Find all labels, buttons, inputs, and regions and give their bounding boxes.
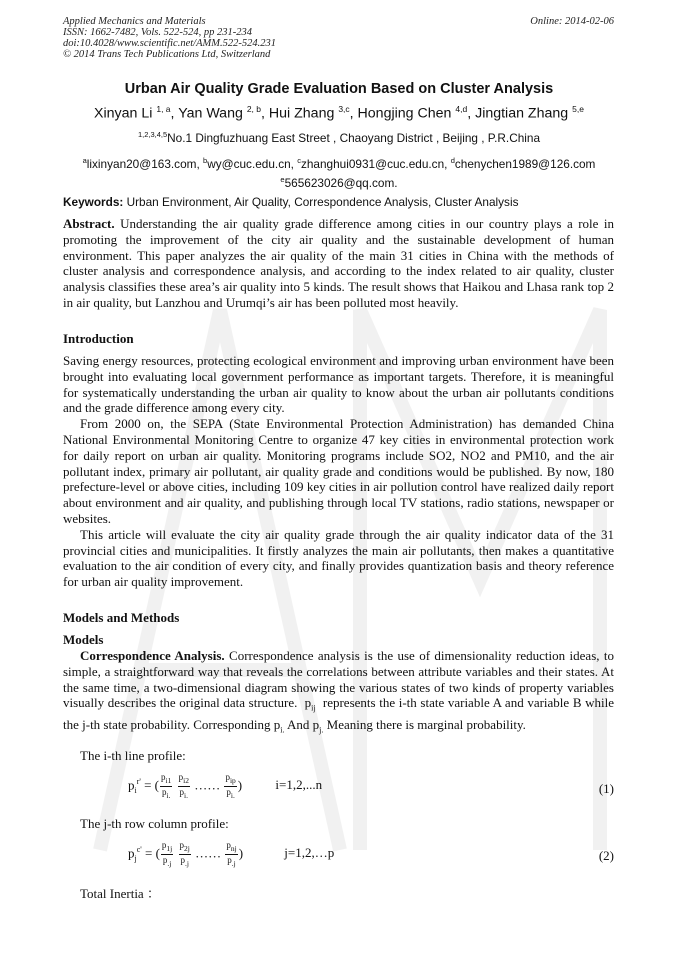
journal-header xyxy=(63,16,276,60)
email-link[interactable]: wy@cuc.edu.cn, xyxy=(207,156,294,171)
author-name: Hui Zhang xyxy=(268,105,335,122)
email-list: $^a$lixinyan20@163.com, $^b$wy@cuc.edu.cn, $^c$zhanghui0931@cuc.edu.cn, $^d$chenychen1989@126.com $^e$565623026@qq.com. xyxy=(82,156,596,190)
intro-paragraph-2: From 2000 on, the SEPA (State Environmental Protection Administration) has demanded China National Environmental Monitoring Centre to organize 47 key cities in environmental protection work for daily report on urban air quality. Monitoring programs include SO2, NO2 and PM10, and the air pollutant index, primary air pollutant, air quality grade and conditions would be published. By now, 180 prefecture-level or above cities, including 109 key cities in air pollution control have realized daily report about environment and air quality, and publishing through local TV stations, radio stations, newspaper or websites. xyxy=(63,416,614,526)
issn-line: ISSN: 1662-7482, Vols. 522-524, pp 231-234 xyxy=(63,27,252,38)
author-name: Xinyan Li xyxy=(94,105,153,122)
keywords xyxy=(63,195,518,209)
affiliation-sup: 1,2,3,4,5 xyxy=(137,130,168,139)
equation-2-number: (2) xyxy=(598,848,614,863)
affiliation xyxy=(0,130,678,145)
paper-title: Urban Air Quality Grade Evaluation Based on Cluster Analysis xyxy=(124,81,554,97)
author-sup: 1, a xyxy=(156,104,171,114)
affiliation-text: No.1 Dingfuzhuang East Street , Chaoyang District , Beijing , P.R.China xyxy=(167,130,541,145)
email-link[interactable]: zhanghui0931@cuc.edu.cn, xyxy=(300,156,448,171)
author-name: Yan Wang xyxy=(178,105,243,122)
online-date: Online: 2014-02-06 xyxy=(530,16,614,27)
introduction-body xyxy=(63,353,614,590)
ca-label: Correspondence Analysis. xyxy=(80,648,225,663)
column-profile-label: The j-th row column profile: xyxy=(80,816,229,831)
author-sup: 2, b xyxy=(246,104,261,114)
correspondence-analysis-paragraph: Correspondence Analysis. Correspondence analysis is the use of dimensionality reduction ideas, to simple, a straightforward way that reveals the correlations between attribute variables and their states. At the same time, a two-dimensional diagram showing the various states of two kinds of property variables visually describes the original data structure. $p_{ij}$ represents the i-th state variable A and variable B while the j-th state probability. Corresponding $p_{i.}$ And $p_{j.}$ Meaning there is marginal probability. xyxy=(63,648,615,735)
email-link[interactable]: chenychen1989@126.com xyxy=(454,156,596,171)
author-name: Jingtian Zhang xyxy=(475,105,569,122)
equation-2-range: j=1,2,…p xyxy=(284,845,335,861)
equation-1-number: (1) xyxy=(598,781,614,796)
copyright-line: © 2014 Trans Tech Publications Ltd, Switzerland xyxy=(63,49,271,60)
equation-1: $p_i^{r'}$ = ( $\frac{p_{i1}}{p_{i.}}$ $\frac{p_{i2}}{p_{i.}}$ …… $\frac{p_{ip}}{p_{i.}}$ ) i=1,2,...n xyxy=(128,772,323,800)
author-sup: 5,e xyxy=(572,104,584,114)
abstract xyxy=(63,216,614,311)
models-methods-heading: Models and Methods xyxy=(63,610,180,625)
equation-2: $p_j^{c'}$ = ( $\frac{p_{1j}}{p_{.j}}$ $\frac{p_{2j}}{p_{.j}}$ …… $\frac{p_{nj}}{p_{.j}}$ ) j=1,2,…p xyxy=(128,840,335,868)
keywords-text: Urban Environment, Air Quality, Correspondence Analysis, Cluster Analysis xyxy=(126,195,519,209)
intro-paragraph-3: This article will evaluate the city air quality grade through the air quality indicator data of the 31 provincial cities and municipalities. It firstly analyzes the main air pollutants, then makes a quantitative evaluation to the air condition of every city, and finally provides quantization basis and theory reference for urban air quality improvement. xyxy=(63,526,614,590)
keywords-label: Keywords: xyxy=(63,195,124,209)
author-sup: 3,c xyxy=(338,104,350,114)
total-inertia-label: Total Inertia ： xyxy=(80,886,160,901)
abstract-label: Abstract. xyxy=(63,216,115,231)
equation-1-range: i=1,2,...n xyxy=(275,777,323,793)
line-profile-label: The i-th line profile: xyxy=(80,748,186,763)
email-link[interactable]: lixinyan20@163.com, xyxy=(86,156,200,171)
intro-paragraph-1: Saving energy resources, protecting ecological environment and improving urban environment have been brought into evaluating local government performance as important targets. Therefore, it is meaningful for systematically understanding the urban air quality to know about the urban air pollutants conditions and the grade difference among every city. xyxy=(63,353,614,416)
abstract-text: Understanding the air quality grade difference among cities in our country plays a role in promoting the improvement of the city air quality and the sustainable development of human environment. This paper analyzes the air quality of the main 31 cities in China with the methods of cluster analysis and correspondence analysis, and according to the index related to air quality, cluster analysis classifies these area’s air quality into 5 kinds. The result shows that Haikou and Lhasa rank top 2 in air quality, but Lanzhou and Urumqi’s air has been polluted most heavily. xyxy=(63,216,615,310)
models-subheading: Models xyxy=(63,632,104,647)
introduction-heading: Introduction xyxy=(63,331,134,346)
author-name: Hongjing Chen xyxy=(357,105,452,122)
doi-line: doi:10.4028/www.scientific.net/AMM.522-524.231 xyxy=(63,38,276,49)
author-sup: 4,d xyxy=(455,104,468,114)
email-link[interactable]: 565623026@qq.com. xyxy=(284,175,398,190)
journal-name: Applied Mechanics and Materials xyxy=(63,16,206,27)
author-list: Xinyan Li $^{1, a}$, Yan Wang $^{2, b}$, Hui Zhang $^{3,c}$, Hongjing Chen $^{4,d}$, Jingtian Zhang $^{5,e}$ xyxy=(94,104,584,122)
